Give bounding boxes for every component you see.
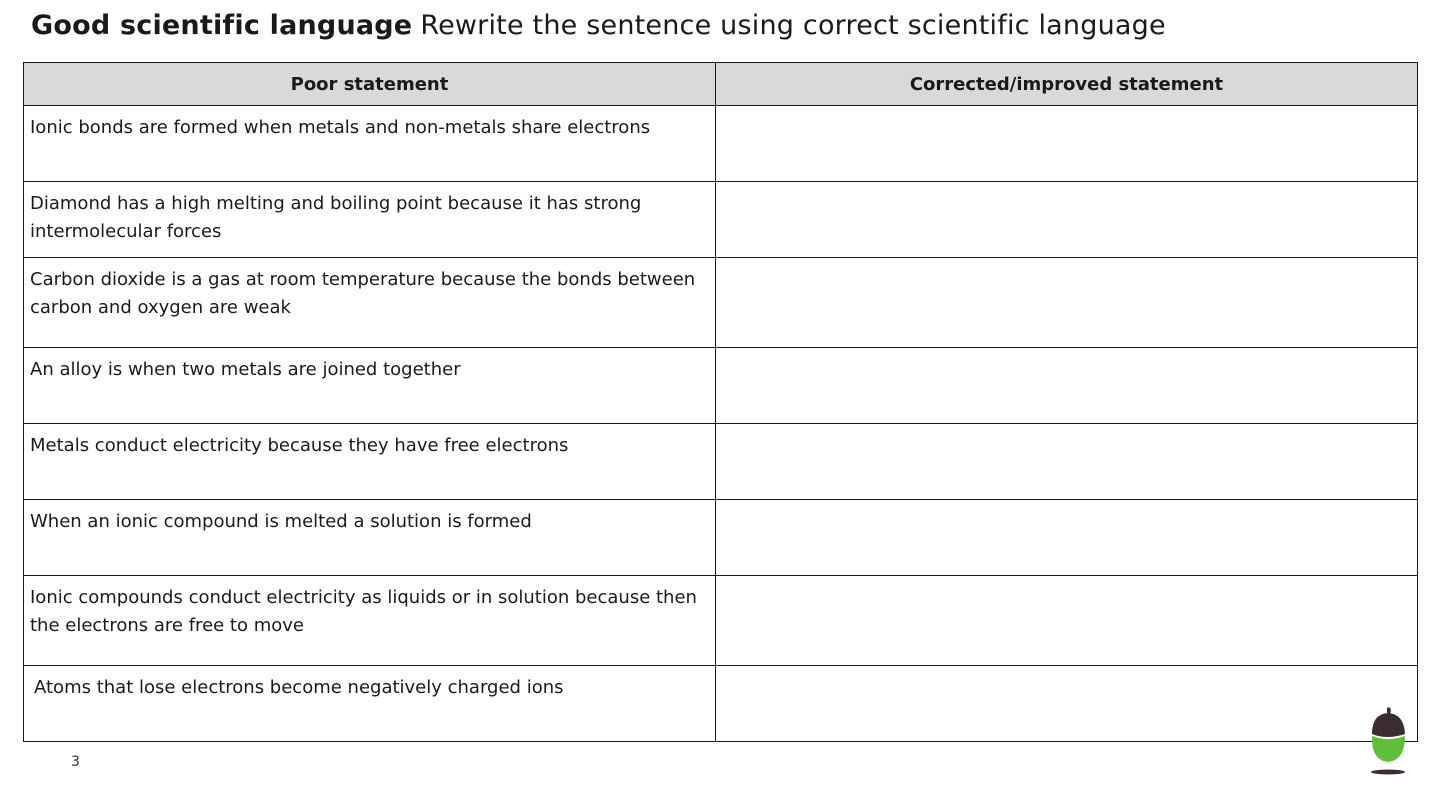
table-row — [24, 258, 1418, 348]
acorn-body — [1372, 736, 1405, 762]
poor-statement-cell: Carbon dioxide is a gas at room temperature because the bonds between carbon and oxygen are weak — [24, 258, 716, 348]
table-row — [24, 424, 1418, 500]
acorn-cap — [1372, 713, 1405, 737]
improved-statement-cell[interactable] — [716, 258, 1418, 348]
title-bold: Good scientific language — [31, 10, 413, 41]
table-row — [24, 348, 1418, 424]
improved-statement-cell[interactable] — [716, 424, 1418, 500]
statements-table — [23, 62, 1418, 742]
table-row — [24, 500, 1418, 576]
table-row — [24, 182, 1418, 258]
improved-statement-cell[interactable] — [716, 348, 1418, 424]
table-row — [24, 106, 1418, 182]
column-header-poor: Poor statement — [24, 63, 716, 106]
improved-statement-cell[interactable] — [716, 576, 1418, 666]
table-row — [24, 666, 1418, 742]
poor-statement-cell: Ionic bonds are formed when metals and non-metals share electrons — [24, 106, 716, 182]
poor-statement-cell: Ionic compounds conduct electricity as liquids or in solution because then the electrons are free to move — [24, 576, 716, 666]
acorn-stem — [1387, 707, 1391, 714]
improved-statement-cell[interactable] — [716, 666, 1418, 742]
poor-statement-cell: Metals conduct electricity because they have free electrons — [24, 424, 716, 500]
improved-statement-cell[interactable] — [716, 500, 1418, 576]
page-number: 3 — [71, 754, 80, 770]
page-title — [31, 10, 1166, 41]
acorn-shadow — [1371, 770, 1405, 775]
poor-statement-cell: Diamond has a high melting and boiling point because it has strong intermolecular forces — [24, 182, 716, 258]
improved-statement-cell[interactable] — [716, 182, 1418, 258]
column-header-improved: Corrected/improved statement — [716, 63, 1418, 106]
title-instruction: Rewrite the sentence using correct scientific language — [420, 10, 1166, 41]
table-row — [24, 576, 1418, 666]
acorn-icon — [1366, 706, 1410, 776]
poor-statement-cell: An alloy is when two metals are joined together — [24, 348, 716, 424]
improved-statement-cell[interactable] — [716, 106, 1418, 182]
poor-statement-cell: When an ionic compound is melted a solution is formed — [24, 500, 716, 576]
poor-statement-cell: Atoms that lose electrons become negatively charged ions — [24, 666, 716, 742]
